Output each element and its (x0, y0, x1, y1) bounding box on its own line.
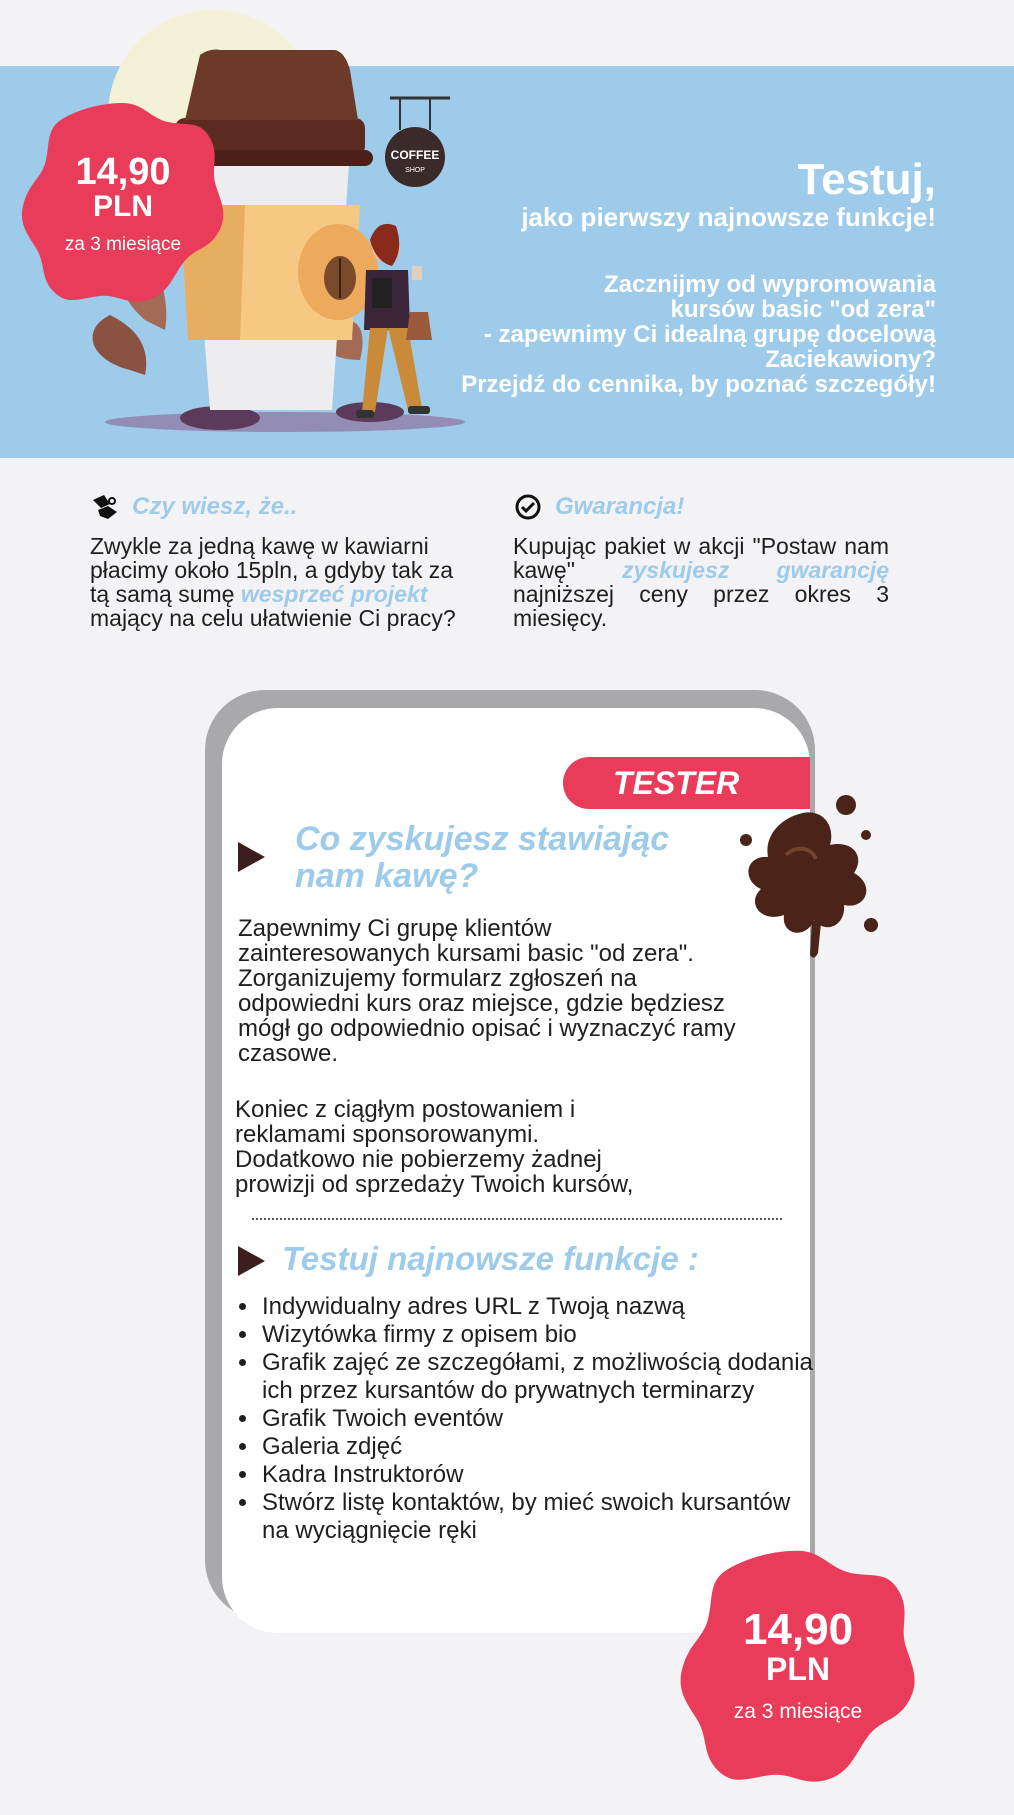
badge-top-currency: PLN (93, 190, 153, 223)
info-left-text-2: mający na celu ułatwienie Ci pracy? (90, 605, 456, 631)
info-right-highlight: zyskujesz gwarancję (621, 557, 889, 583)
price-badge-bottom (676, 1545, 920, 1789)
coffee-sign-text: COFFEE (390, 148, 440, 162)
card-paragraph-2: Koniec z ciągłym postowaniem i reklamami sponsorowanymi. Dodatkowo nie pobierzemy żadnej prowizji od sprzedaży Twoich kursów, (235, 1096, 634, 1198)
info-left-text-1: Zwykle za jedną kawę w kawiarni płacimy około 15pln, a gdyby tak za tą samą sumę (90, 533, 454, 607)
section2-arrow-icon (238, 1246, 265, 1276)
hero-description: Zacznijmy od wypromowania kursów basic "od zera" - zapewnimy Ci idealną grupę docelową Zaciekawiony? Przejdź do cennika, by poznać szczegóły! (461, 271, 936, 398)
feature-item: • Stwórz listę kontaktów, by mieć swoich kursantów na wyciągnięcie ręki (260, 1489, 820, 1545)
feature-item: • Kadra Instruktorów (260, 1461, 820, 1489)
hand-coin-icon (90, 492, 120, 522)
badge-bottom-period: za 3 miesiące (733, 1700, 863, 1723)
tester-tag: TESTER (563, 757, 810, 809)
feature-item: • Grafik Twoich eventów (260, 1405, 820, 1433)
badge-top-period: za 3 miesiące (64, 234, 182, 255)
coffee-sign-subtext: SHOP (405, 167, 425, 174)
section1-title: Co zyskujesz stawiając nam kawę? (295, 820, 670, 895)
feature-item: • Indywidualny adres URL z Twoją nazwą (260, 1293, 820, 1321)
info-guarantee (513, 492, 889, 630)
badge-top-price: 14,90 (75, 151, 171, 193)
card-divider (252, 1218, 782, 1220)
badge-bottom-price: 14,90 (742, 1605, 854, 1654)
info-right-heading: Gwarancja! (555, 493, 685, 520)
card-paragraph-1: Zapewnimy Ci grupę klientów zainteresowanych kursami basic "od zera". Zorganizujemy formularz zgłoszeń na odpowiedni kurs oraz miejsce, gdzie będziesz mógł go odpowiednio opisać i wyznaczyć ramy czasowe. (238, 915, 736, 1067)
check-badge-icon (513, 492, 543, 522)
feature-item: • Wizytówka firmy z opisem bio (260, 1321, 820, 1349)
section1-arrow-icon (238, 842, 265, 872)
info-left-heading: Czy wiesz, że.. (132, 493, 298, 520)
feature-list (232, 1293, 820, 1545)
hero-subtitle: jako pierwszy najnowsze funkcje! (521, 202, 936, 232)
feature-item: • Grafik zajęć ze szczegółami, z możliwością dodania ich przez kursantów do prywatnych terminarzy (260, 1349, 820, 1405)
info-did-you-know (90, 492, 470, 630)
badge-bottom-currency: PLN (766, 1651, 830, 1687)
price-badge-top (18, 98, 228, 308)
info-right-text-2: najniższej ceny przez okres 3 miesięcy. (513, 581, 889, 631)
section2-title: Testuj najnowsze funkcje : (282, 1240, 699, 1277)
feature-item: • Galeria zdjęć (260, 1433, 820, 1461)
info-right-text-1: Kupując pakiet w akcji "Postaw nam kawę" (513, 533, 889, 583)
hero-title: Testuj, (797, 155, 936, 204)
info-left-highlight: wesprzeć projekt (240, 581, 428, 607)
